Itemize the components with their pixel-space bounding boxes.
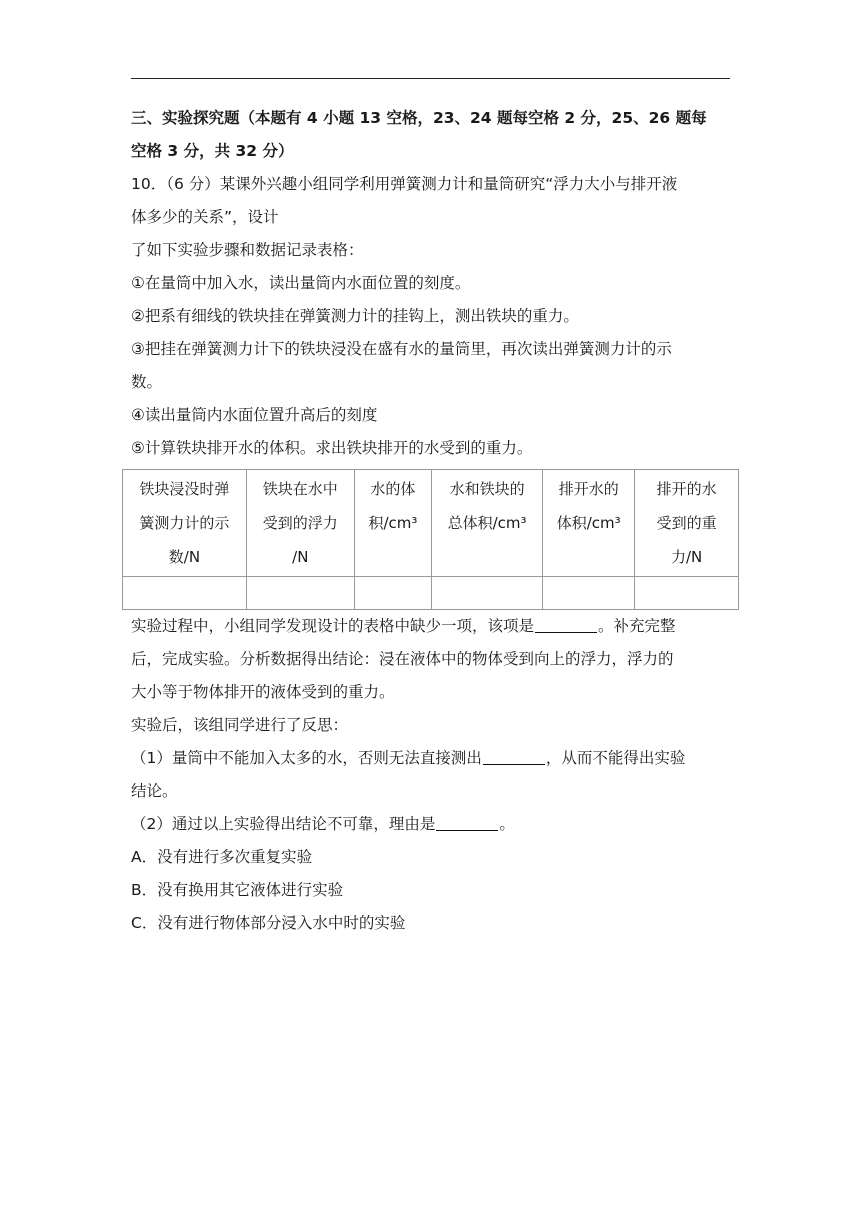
header-line: 总体积/cm³ — [447, 514, 527, 532]
section-heading-line2: 空格 3 分，共 32 分） — [131, 142, 294, 160]
text-span: 。补充完整 — [598, 617, 676, 635]
header-line: /N — [292, 548, 309, 566]
section-heading-line1: 三、实验探究题（本题有 4 小题 13 空格，23、24 题每空格 2 分，25、26 题每 — [131, 109, 707, 127]
step-4: ④读出量筒内水面位置升高后的刻度 — [131, 406, 378, 424]
table-cell — [123, 577, 247, 610]
question-intro-line2: 体多少的关系”，设计 — [131, 208, 279, 226]
header-line: 受到的浮力 — [262, 514, 338, 532]
table-cell — [432, 577, 543, 610]
header-line: 体积/cm³ — [556, 514, 621, 532]
header-line: 铁块浸没时弹 — [139, 480, 230, 498]
text-span: 实验过程中，小组同学发现设计的表格中缺少一项，该项是 — [131, 617, 535, 635]
header-line: 积/cm³ — [368, 514, 418, 532]
header-line: 数/N — [168, 548, 201, 566]
reflection-q2 — [131, 808, 731, 841]
header-line: 排开水的 — [558, 480, 619, 498]
exam-content — [131, 102, 731, 940]
header-line: 排开的水 — [656, 480, 717, 498]
after-table-line1 — [131, 610, 731, 643]
option-c: C．没有进行物体部分浸入水中时的实验 — [131, 914, 406, 932]
text-span: （2）通过以上实验得出结论不可靠，理由是 — [131, 815, 436, 833]
table-row — [123, 577, 739, 610]
table-cell — [635, 577, 739, 610]
table-header-cell — [543, 470, 635, 577]
top-rule — [131, 78, 730, 79]
after-table-line2: 后，完成实验。分析数据得出结论：浸在液体中的物体受到向上的浮力，浮力的 — [131, 650, 674, 668]
reflection-q1 — [131, 742, 731, 775]
option-b: B．没有换用其它液体进行实验 — [131, 881, 344, 899]
table-header-cell — [246, 470, 354, 577]
answer-blank[interactable] — [535, 614, 597, 633]
header-line: 水和铁块的 — [449, 480, 525, 498]
after-table-line3: 大小等于物体排开的液体受到的重力。 — [131, 683, 395, 701]
step-1: ①在量筒中加入水，读出量筒内水面位置的刻度。 — [131, 274, 471, 292]
step-2: ②把系有细线的铁块挂在弹簧测力计的挂钩上，测出铁块的重力。 — [131, 307, 579, 325]
data-record-table — [122, 469, 739, 610]
option-a: A．没有进行多次重复实验 — [131, 848, 313, 866]
table-cell — [354, 577, 431, 610]
text-span: ，从而不能得出实验 — [545, 749, 686, 767]
table-header-cell — [123, 470, 247, 577]
step-3: ③把挂在弹簧测力计下的铁块浸没在盛有水的量筒里，再次读出弹簧测力计的示 — [131, 340, 672, 358]
question-intro-line3: 了如下实验步骤和数据记录表格： — [131, 241, 364, 259]
table-header-cell — [432, 470, 543, 577]
text-span: （1）量筒中不能加入太多的水，否则无法直接测出 — [131, 749, 482, 767]
table-header-row — [123, 470, 739, 577]
header-line: 力/N — [670, 548, 703, 566]
step-5: ⑤计算铁块排开水的体积。求出铁块排开的水受到的重力。 — [131, 439, 533, 457]
table-cell — [246, 577, 354, 610]
table-header-cell — [354, 470, 431, 577]
reflection-q1-line2: 结论。 — [131, 782, 178, 800]
question-intro-line1: 10．（6 分）某课外兴趣小组同学利用弹簧测力计和量筒研究“浮力大小与排开液 — [131, 175, 678, 193]
header-line: 铁块在水中 — [262, 480, 338, 498]
header-line: 受到的重 — [656, 514, 717, 532]
answer-blank[interactable] — [483, 746, 545, 765]
table-header-cell — [635, 470, 739, 577]
answer-blank[interactable] — [436, 812, 498, 831]
header-line: 水的体 — [370, 480, 416, 498]
after-table-line4: 实验后，该组同学进行了反思： — [131, 716, 349, 734]
table-cell — [543, 577, 635, 610]
step-3-continued: 数。 — [131, 373, 163, 391]
header-line: 簧测力计的示 — [139, 514, 230, 532]
text-span: 。 — [499, 815, 515, 833]
